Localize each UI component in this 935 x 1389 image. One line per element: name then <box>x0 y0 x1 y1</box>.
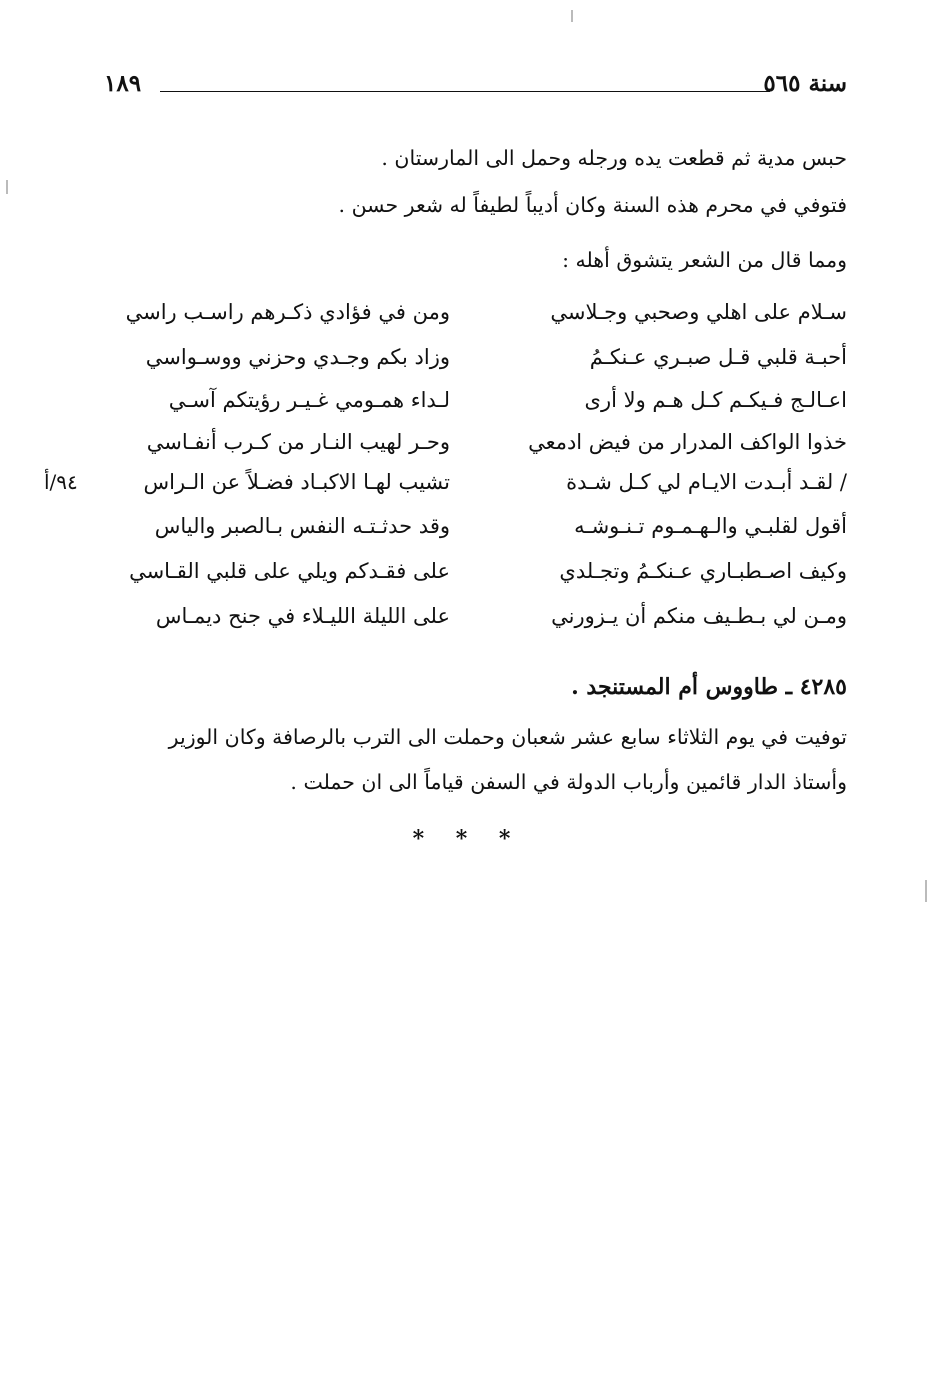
verse-hemistich-second: لـداء همـومي غـيـر رؤيتكم آسـي <box>168 388 450 412</box>
verse-hemistich-first: أقول لقلبـي والـهـمـوم تـنـوشـه <box>574 514 847 538</box>
intro-line-2: فتوفي في محرم هذه السنة وكان أديباً لطيفاً له شعر حسن . <box>338 193 847 217</box>
verse-hemistich-first: وكيف اصـطبـاري عـنكـمُ وتجـلدي <box>559 559 847 583</box>
verse-intro: ومما قال من الشعر يتشوق أهله : <box>562 248 847 272</box>
scan-speck <box>571 10 573 22</box>
verse-hemistich-second: ومن في فؤادي ذكـرهم راسـب راسي <box>125 300 450 324</box>
entry-heading: ٤٢٨٥ ـ طاووس أم المستنجد . <box>571 674 847 700</box>
margin-folio-note: ٩٤/أ <box>44 470 78 494</box>
header-rule <box>160 91 770 92</box>
verse-hemistich-first: خذوا الواكف المدرار من فيض ادمعي <box>528 430 847 454</box>
verse-hemistich-second: على فقـدكم ويلي على قلبي القـاسي <box>129 559 450 583</box>
verse-hemistich-second: وزاد بكم وجـدي وحزني ووسـواسي <box>145 345 450 369</box>
verse-hemistich-second: على الليلة الليـلاء في جنح ديمـاس <box>155 604 450 628</box>
entry-line-1: توفيت في يوم الثلاثاء سابع عشر شعبان وحملت الى الترب بالرصافة وكان الوزير <box>168 725 847 749</box>
verse-hemistich-first: / لقـد أبـدت الايـام لي كـل شـدة <box>566 470 847 494</box>
running-head-year: سنة ٥٦٥ <box>763 70 847 97</box>
section-ornament: * * * <box>412 826 523 852</box>
verse-hemistich-second: وحـر لهيب النـار من كـرب أنفـاسي <box>146 430 450 454</box>
verse-hemistich-second: وقد حدثـتـه النفس بـالصبر والياس <box>154 514 450 538</box>
verse-hemistich-second: تشيب لهـا الاكبـاد فضـلاً عن الـراس <box>143 470 450 494</box>
page-number: ١٨٩ <box>104 70 142 97</box>
verse-hemistich-first: ومـن لي بـطـيف منكم أن يـزورني <box>551 604 847 628</box>
verse-hemistich-first: سـلام على اهلي وصحبي وجـلاسي <box>550 300 847 324</box>
entry-line-2: وأستاذ الدار قائمين وأرباب الدولة في السفن قياماً الى ان حملت . <box>290 770 847 794</box>
scan-speck <box>925 880 927 902</box>
verse-hemistich-first: أحبـة قلبي قـل صبـري عـنكـمُ <box>589 345 847 369</box>
intro-line-1: حبس مدية ثم قطعت يده ورجله وحمل الى المارستان . <box>381 146 847 170</box>
scan-speck <box>6 180 8 194</box>
verse-hemistich-first: اعـالـج فـيكـم كـل هـم ولا أرى <box>584 388 847 412</box>
